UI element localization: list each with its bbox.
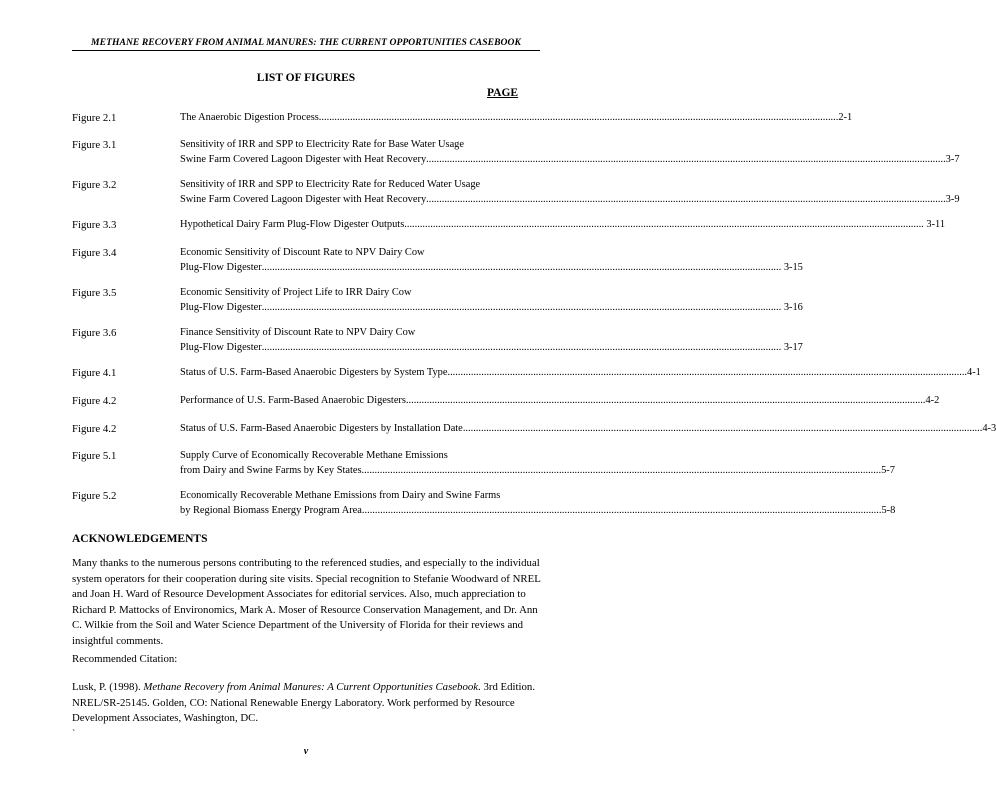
dot-leader: ........................................................................................................................................................................................................ <box>261 262 782 273</box>
figure-caption-text: Status of U.S. Farm-Based Anaerobic Digesters by System Type <box>180 367 448 378</box>
figure-label: Figure 3.4 <box>72 247 117 259</box>
citation-author: Lusk, P. (1998). <box>72 681 144 693</box>
figure-caption-text: Plug-Flow Digester <box>180 302 262 313</box>
dot-leader: ........................................................................................................................................................................................................ <box>261 342 782 353</box>
figure-label: Figure 2.1 <box>72 112 117 124</box>
figure-caption-text: Hypothetical Dairy Farm Plug-Flow Digester Outputs <box>180 219 405 230</box>
figure-entry-line-last <box>180 465 895 476</box>
header-rule <box>72 50 540 51</box>
figure-caption-text: Plug-Flow Digester <box>180 342 262 353</box>
dot-leader: ........................................................................................................................................................................................................ <box>361 465 882 476</box>
figure-entry-line: Sensitivity of IRR and SPP to Electricity Rate for Reduced Water Usage <box>180 179 481 190</box>
figure-page-number: 2-1 <box>838 112 853 123</box>
figure-entry-line-last <box>180 112 853 123</box>
figure-entry-line-last <box>180 262 803 273</box>
dot-leader: ........................................................................................................................................................................................................ <box>426 194 946 205</box>
figure-entry-line-last <box>180 367 981 378</box>
figure-page-number: 5-7 <box>881 465 895 476</box>
dot-leader: ........................................................................................................................................................................................................ <box>462 423 983 434</box>
stray-mark: ` <box>72 729 76 740</box>
acknowledgements-title: ACKNOWLEDGEMENTS <box>72 533 208 545</box>
page-number: v <box>303 746 309 757</box>
dot-leader: ........................................................................................................................................................................................................ <box>404 219 924 230</box>
figure-entry-line: Finance Sensitivity of Discount Rate to NPV Dairy Cow <box>180 327 416 338</box>
figure-caption-text: Status of U.S. Farm-Based Anaerobic Digesters by Installation Date <box>180 423 463 434</box>
figure-entry-line-last <box>180 395 940 406</box>
citation-text <box>72 680 542 727</box>
figure-entry-line-last <box>180 302 803 313</box>
figure-page-number: 4-2 <box>925 395 940 406</box>
figure-label: Figure 5.2 <box>72 490 117 502</box>
figure-label: Figure 5.1 <box>72 450 117 462</box>
dot-leader: ........................................................................................................................................................................................................ <box>405 395 926 406</box>
figure-page-number: 3-11 <box>923 219 946 230</box>
figure-label: Figure 3.5 <box>72 287 117 299</box>
figure-page-number: 4-3 <box>982 423 996 434</box>
figure-entry-line-last <box>180 342 803 353</box>
dot-leader: ........................................................................................................................................................................................................ <box>261 302 782 313</box>
figure-entry-line-last <box>180 154 960 165</box>
running-header: METHANE RECOVERY FROM ANIMAL MANURES: THE CURRENT OPPORTUNITIES CASEBOOK <box>91 37 521 48</box>
figure-caption-text: by Regional Biomass Energy Program Area <box>180 505 362 516</box>
figure-entry-line: Economic Sensitivity of Discount Rate to NPV Dairy Cow <box>180 247 425 258</box>
figure-label: Figure 3.6 <box>72 327 117 339</box>
dot-leader: ........................................................................................................................................................................................................ <box>426 154 946 165</box>
figure-label: Figure 3.1 <box>72 139 117 151</box>
figure-caption-text: The Anaerobic Digestion Process <box>180 112 319 123</box>
figure-entry-line-last <box>180 219 946 230</box>
acknowledgements-body: Many thanks to the numerous persons contributing to the referenced studies, and especially to the individual system operators for their cooperation during site visits. Special recognition to Stefanie Woodward of NREL and Joan H. Ward of Resource Development Associates for editorial services. Also, much appreciation to Richard P. Mattocks of Environomics, Mark A. Moser of Resource Conservation Management, and Dr. Ann C. Wilkie from the Soil and Water Science Department of the University of Florida for their reviews and insightful comments. <box>72 557 541 647</box>
figure-page-number: 5-8 <box>881 505 896 516</box>
figure-caption-text: Swine Farm Covered Lagoon Digester with Heat Recovery <box>180 154 427 165</box>
citation-title: Methane Recovery from Animal Manures: A Current Opportunities Casebook <box>143 681 479 693</box>
figure-page-number: 3-16 <box>781 302 803 313</box>
figure-label: Figure 3.2 <box>72 179 117 191</box>
page-column-label: PAGE <box>487 87 519 99</box>
figure-label: Figure 4.2 <box>72 395 117 407</box>
citation-label: Recommended Citation: <box>72 653 178 665</box>
figure-entry-line: Sensitivity of IRR and SPP to Electricity Rate for Base Water Usage <box>180 139 464 150</box>
figure-caption-text: from Dairy and Swine Farms by Key States <box>180 465 362 476</box>
figure-page-number: 3-17 <box>781 342 803 353</box>
figure-label: Figure 4.1 <box>72 367 117 379</box>
figure-entry-line: Economically Recoverable Methane Emissions from Dairy and Swine Farms <box>180 490 501 501</box>
figure-entry-line-last <box>180 505 896 516</box>
figure-caption-text: Swine Farm Covered Lagoon Digester with Heat Recovery <box>180 194 427 205</box>
figure-page-number: 3-9 <box>945 194 960 205</box>
figure-page-number: 3-15 <box>781 262 803 273</box>
citation-rest: . 3rd Edition. NREL/SR-25145. Golden, CO: National Renewable Energy Laboratory. Work performed by Resource Development Associates, Washington, DC. <box>72 681 536 725</box>
figure-label: Figure 4.2 <box>72 423 117 435</box>
dot-leader: ........................................................................................................................................................................................................ <box>447 367 968 378</box>
dot-leader: ........................................................................................................................................................................................................ <box>361 505 882 516</box>
figure-entry-line: Economic Sensitivity of Project Life to IRR Dairy Cow <box>180 287 412 298</box>
figure-page-number: 3-7 <box>945 154 960 165</box>
list-of-figures-title: LIST OF FIGURES <box>256 72 356 84</box>
dot-leader: ........................................................................................................................................................................................................ <box>318 112 839 123</box>
figure-entry-line-last <box>180 423 996 434</box>
figure-label: Figure 3.3 <box>72 219 117 231</box>
figure-entry-line: Supply Curve of Economically Recoverable Methane Emissions <box>180 450 448 461</box>
figure-caption-text: Performance of U.S. Farm-Based Anaerobic Digesters <box>180 395 406 406</box>
figure-entry-line-last <box>180 194 960 205</box>
figure-caption-text: Plug-Flow Digester <box>180 262 262 273</box>
figure-page-number: 4-1 <box>967 367 981 378</box>
